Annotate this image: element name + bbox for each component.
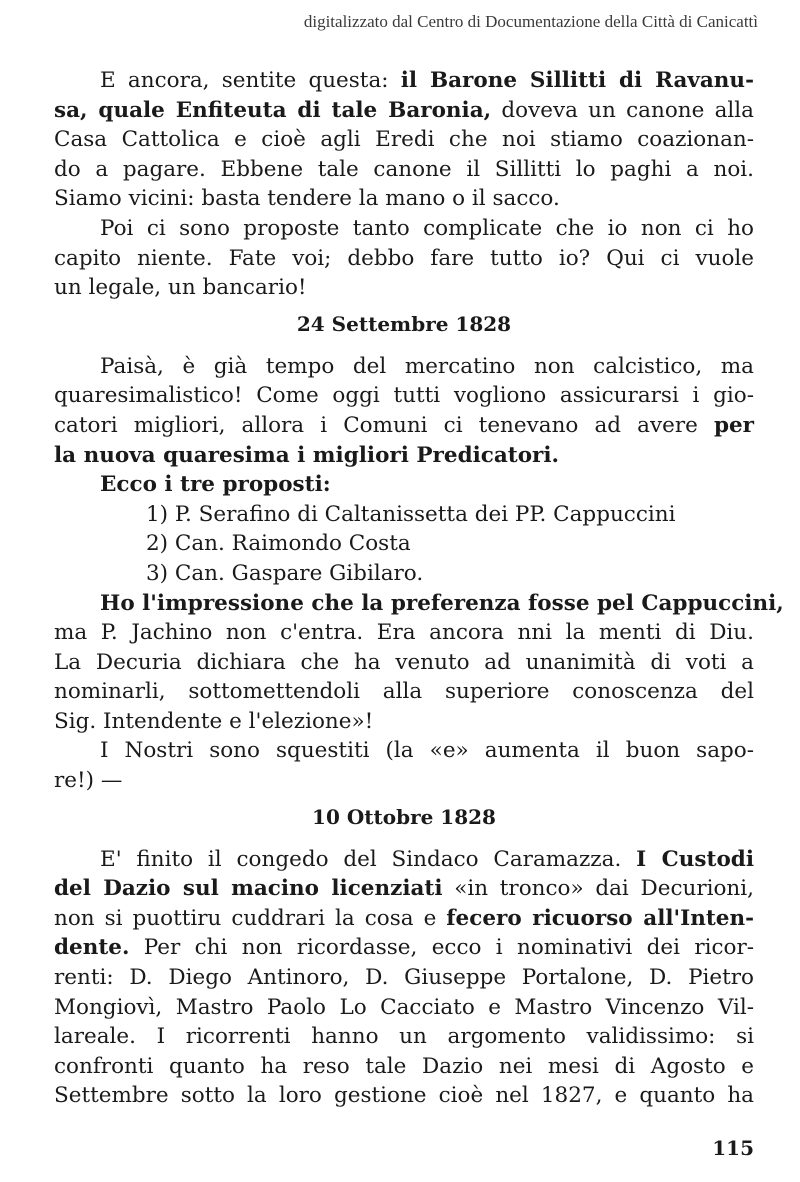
text-run: doveva un canone alla <box>491 97 754 123</box>
list-item: 3) Can. Gaspare Gibilaro. <box>146 560 424 586</box>
text-line: Mongiovì, Mastro Paolo Lo Cacciato e Mastro Vincenzo Vil- <box>54 994 754 1020</box>
bold-text-run: la nuova quaresima i migliori Predicatori. <box>54 442 560 468</box>
paragraph-custodi-dazio <box>54 845 754 1111</box>
paragraph-barone-sillitti <box>54 66 754 214</box>
proposti-list <box>54 470 754 588</box>
bold-text-run: del Dazio sul macino licenziati <box>54 876 443 902</box>
text-run: catori migliori, allora i Comuni ci tenevano ad avere <box>54 412 714 438</box>
list-item: 2) Can. Raimondo Costa <box>146 531 411 557</box>
bold-text-run: Ecco i tre proposti: <box>100 472 331 498</box>
text-line: Casa Cattolica e cioè agli Eredi che noi stiamo coazionan- <box>54 127 754 153</box>
text-run: «in tronco» dai Decurioni, <box>442 876 754 902</box>
text-run: E' finito il congedo del Sindaco Caramazza. <box>100 846 637 872</box>
text-line: un legale, un bancario! <box>54 275 307 301</box>
text-line <box>54 66 754 96</box>
text-line: confronti quanto ha reso tale Dazio nei mesi di Agosto e <box>54 1053 754 1079</box>
paragraph-mercatino <box>54 352 754 470</box>
text-line: nominarli, sottomettendoli alla superiore conoscenza del <box>54 679 754 705</box>
paragraph-proposte <box>54 214 754 303</box>
text-line: lareale. I ricorrenti hanno un argomento validissimo: si <box>54 1024 754 1050</box>
paragraph-squestiti <box>54 736 754 795</box>
text-line: re!) — <box>54 768 123 794</box>
date-heading-10-ottobre: 10 Ottobre 1828 <box>312 804 496 829</box>
page-number: 115 <box>712 1136 754 1160</box>
bold-text-run: dente. <box>54 935 130 961</box>
date-heading-24-settembre: 24 Settembre 1828 <box>296 311 512 336</box>
bold-text-run: sa, quale Enfiteuta di tale Baronia, <box>54 97 492 123</box>
text-run: E ancora, sentite questa: <box>100 68 401 93</box>
text-line <box>54 904 754 934</box>
text-run: non si puottiru cuddrari la cosa e <box>54 905 447 931</box>
digitization-watermark: digitalizzato dal Centro di Documentazione della Città di Canicattì <box>303 12 758 31</box>
list-item: 1) P. Serafino di Caltanissetta dei PP. Cappuccini <box>146 501 676 527</box>
text-line: Sig. Intendente e l'elezione»! <box>54 708 374 734</box>
text-line: Settembre sotto la loro gestione cioè nel 1827, e quanto ha <box>54 1083 754 1109</box>
text-line: Paisà, è già tempo del mercatino non calcistico, ma <box>100 353 754 379</box>
list-intro <box>54 470 754 500</box>
text-line <box>54 441 754 471</box>
bold-text-run: fecero ricuorso all'Inten- <box>446 905 754 931</box>
text-line <box>54 96 754 126</box>
text-line <box>54 933 754 963</box>
text-line: Poi ci sono proposte tanto complicate che io non ci ho <box>100 215 754 241</box>
page-body <box>54 66 784 1111</box>
text-line: ma P. Jachino non c'entra. Era ancora nni la menti di Diu. <box>54 620 754 646</box>
text-line: La Decuria dichiara che ha venuto ad unanimità di voti a <box>54 649 754 675</box>
text-line: capito niente. Fate voi; debbo fare tutto io? Qui ci vuole <box>54 245 754 271</box>
bold-text-run: il Barone Sillitti di Ravanu- <box>400 68 754 93</box>
text-line: renti: D. Diego Antinoro, D. Giuseppe Portalone, D. Pietro <box>54 965 754 991</box>
text-run: Per chi non ricordasse, ecco i nominativi dei ricor- <box>129 935 754 961</box>
text-line: Siamo vicini: basta tendere la mano o il sacco. <box>54 186 560 212</box>
paragraph-impressione <box>54 589 784 737</box>
text-line <box>54 411 754 441</box>
text-line: quaresimalistico! Come oggi tutti vogliono assicurarsi i gio- <box>54 383 754 409</box>
bold-text-run: Ho l'impressione che la preferenza fosse pel Cappuccini, <box>100 590 784 616</box>
bold-text-run: I Custodi <box>636 846 754 872</box>
text-line <box>54 874 754 904</box>
text-line: I Nostri sono squestiti (la «e» aumenta il buon sapo- <box>100 738 754 764</box>
text-line <box>54 845 754 875</box>
text-line <box>54 589 784 619</box>
text-line: do a pagare. Ebbene tale canone il Sillitti lo paghi a noi. <box>54 156 754 182</box>
bold-text-run: per <box>713 412 754 438</box>
